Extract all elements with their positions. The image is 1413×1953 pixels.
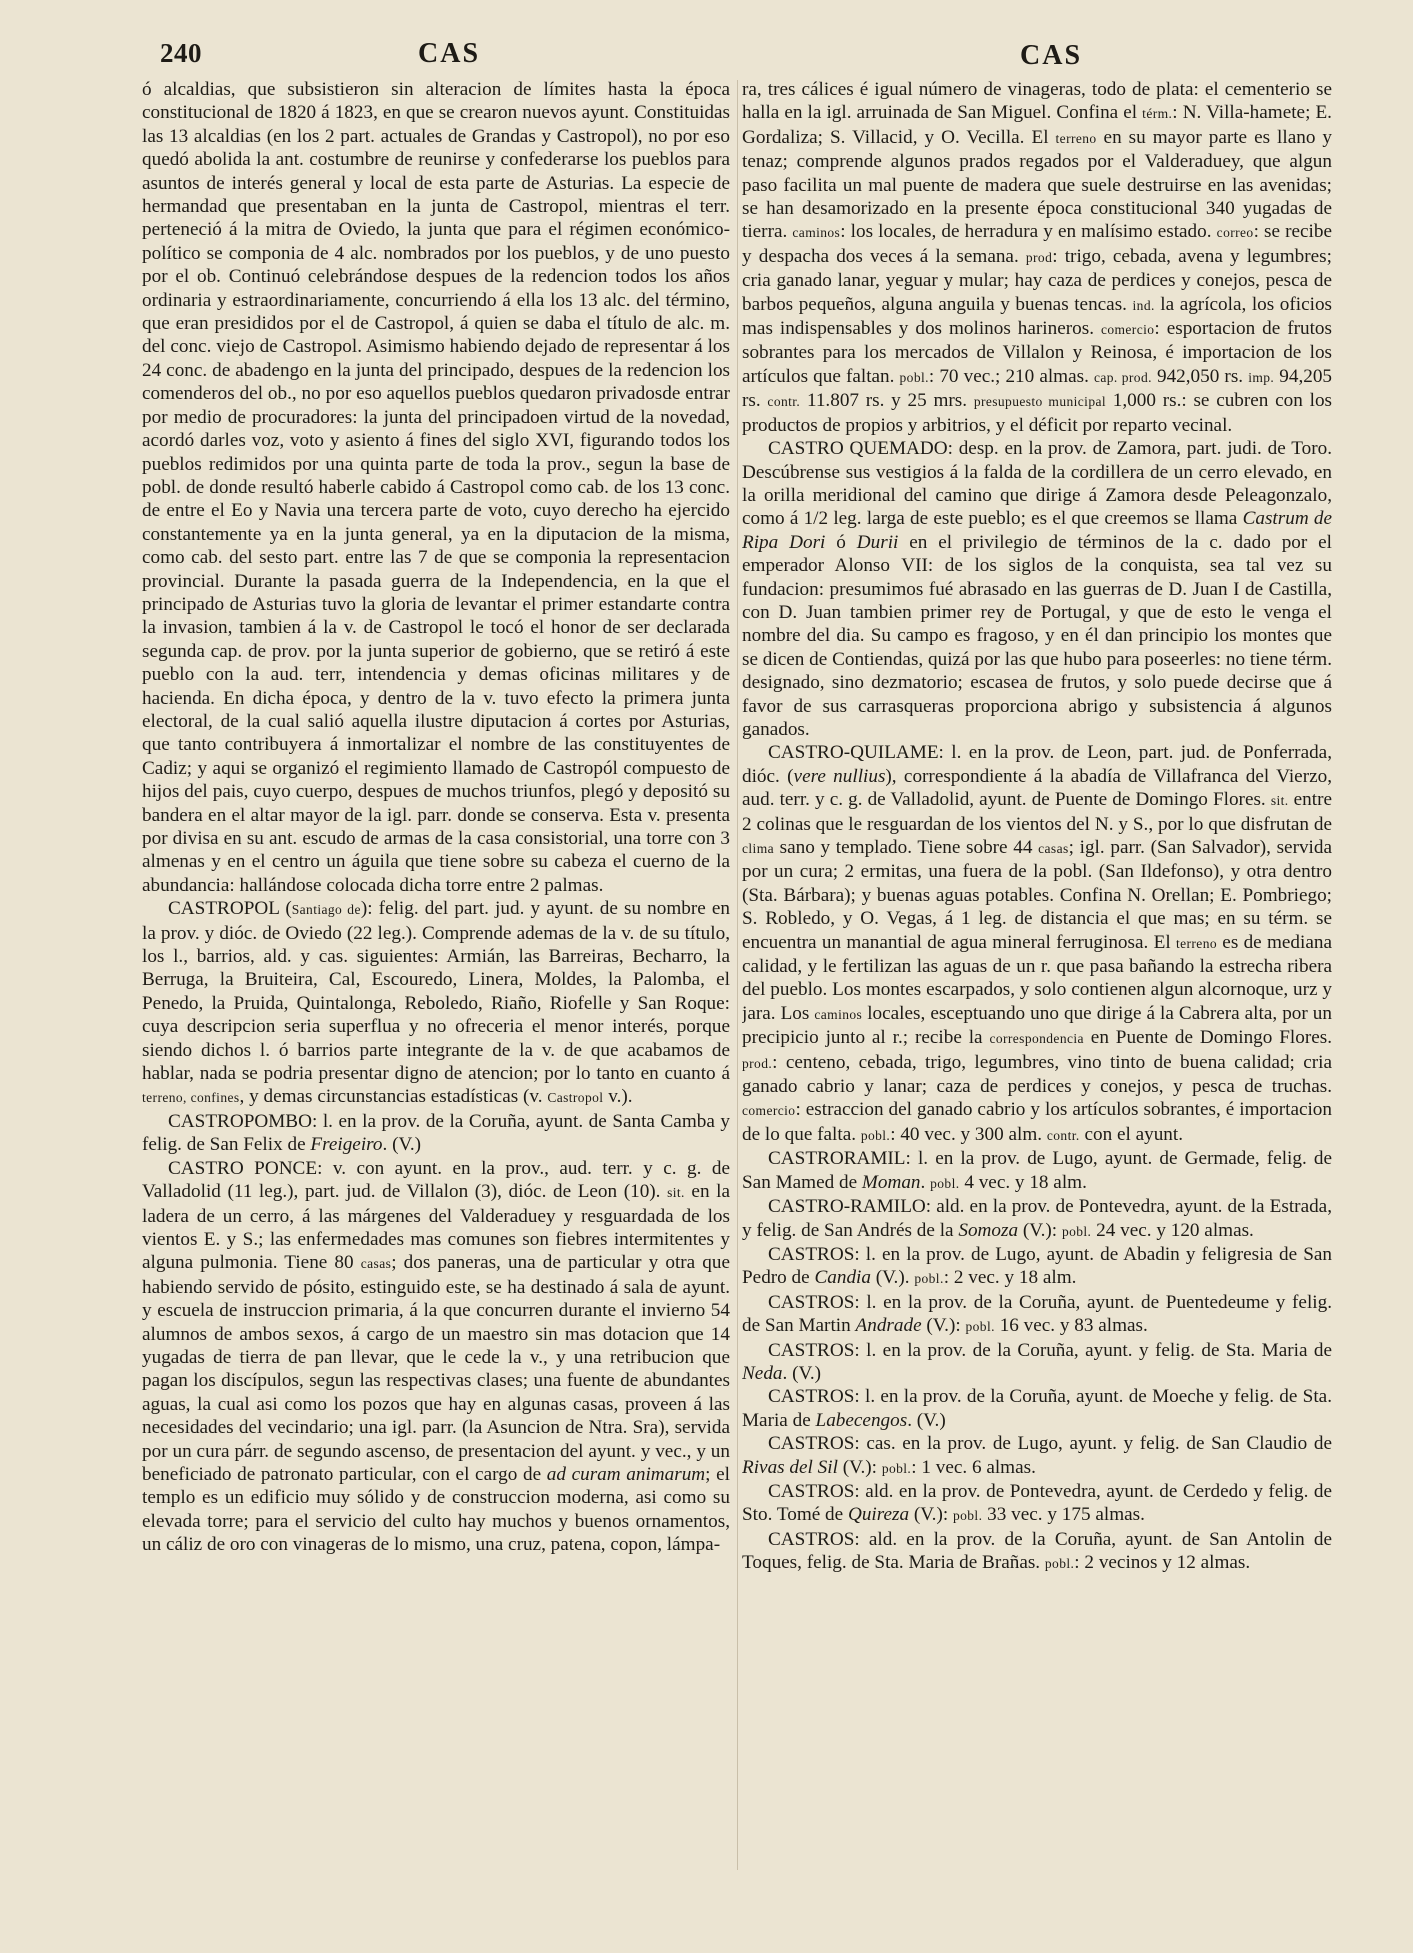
small-caps-text: contr. [767, 394, 801, 410]
small-caps-text: pobl. [899, 369, 929, 385]
entry-text: . (V.) [782, 1362, 822, 1384]
entry-text: (V.): [909, 1504, 953, 1526]
dictionary-entry [742, 1243, 1332, 1291]
entry-text: CASTRO PONCE: v. con ayunt. en la prov., aud. terr. y c. g. de Valladolid (11 leg.), part. jud. de Villalon (3), dióc. de Leon (10). [142, 1157, 730, 1203]
small-caps-text: correspondencia [989, 1031, 1084, 1047]
entry-text: ó [825, 531, 857, 553]
small-caps-text: terreno [1055, 130, 1097, 146]
entry-text: en Puente de Domingo Flores. [1083, 1027, 1332, 1049]
entry-text: ó alcaldias, que subsistieron sin alteracion de límites hasta la época constitucional de 1820 á 1823, en que se crearon nuevos ayunt. Constituidas las 13 alcaldias (en los 2 part. actuales de Grandas y Castropol), no por eso quedó abolida la ant. costumbre de reunirse y confederarse los pueblos para asuntos de interés general y local de esta parte de Asturias. La especie de hermandad que presentaban en la junta de Castropol, mientras el terr. perteneció á la mitra de Oviedo, la junta que para el régimen económico-político se componia de 4 alc. nombrados por los pueblos, y de uno puesto por el ob. Continuó celebrándose despues de la redencion todos los años ordinaria y estraordinariamente, concurriendo á ella los 13 alc. del término, que eran presididos por el de Castropol, á quien se daba el título de alc. m. del conc. viejo de Castropol. Asimismo habiendo dejado de representar á los 24 conc. de abadengo en la junta del principado, despues de la redencion los comenderos del ob., no por eso aquellos pueblos quedaron privadosde entrar por medio de procuradores: la junta del principadoen virtud de la novedad, acordó darles voz, voto y asiento á fines del siglo XVI, figurando todos los pueblos redimidos por una quinta parte de toda la prov., segun la base de pobl. de donde resultó haberle cabido á Castropol como cab. de los 13 conc. de entre el Eo y Navia una tercera parte de voto, cuyo derecho ha ejercido constantemente ya en la junta general, ya en la diputacion de la misma, como cab. del sesto part. entre las 7 de que se componia la representacion provincial. Durante la pasada guerra de la Independencia, en la que el principado de Asturias tuvo la gloria de levantar el primer estandarte contra la invasion, tambien á la v. de Castropol le tocó el honor de ser declarada segunda cap. de prov. por la junta superior de gobierno, que se retiró á este pueblo con la aud. terr, intendencia y demas oficinas militares y de hacienda. En dicha época, y dentro de la v. tuvo efecto la primera junta electoral, de la cual salió aquella ilustre diputacion á cortes por Asturias, que tanto contribuyera á inmortalizar el nombre de las constituyentes de Cadiz; y aqui se organizó el regimiento llamado de Castropól compuesto de hijos del pais, cuyo cuerpo, despues de muchos triunfos, plegó y depositó su bandera en el altar mayor de la igl. parr. donde se conserva. Esta v. presenta por divisa en su ant. escudo de armas de la casa consistorial, una torre con 3 almenas y en el centro un águila que tiene sobre su cabeza el cuerno de la abundancia: hallándose colocada dicha torre entre 2 palmas. [142, 79, 730, 896]
entry-text: : los locales, de herradura y en malísimo estado. [840, 221, 1217, 243]
entry-text: la agrícola, los oficios mas indispensables y dos molinos harineros. [742, 293, 1332, 340]
dictionary-entry [742, 1432, 1332, 1480]
page-number: 240 [160, 38, 202, 68]
entry-text: locales, esceptuando uno que dirige á la Cabrera alta, por un precipicio junto al r.; recibe la [742, 1002, 1332, 1049]
entry-text: ; el templo es un edificio muy sólido y de construccion moderna, asi como su elevada torre; para el servicio del culto hay muchos y buenos ornamentos, un cáliz de oro con vinageras de lo mismo, una cruz, patena, copon, lámpa- [142, 1463, 730, 1556]
dictionary-entry [742, 437, 1332, 741]
dictionary-entry [142, 1157, 730, 1557]
entry-text: v.). [603, 1086, 633, 1108]
entry-text: ra, tres cálices é igual número de vinageras, todo de plata: el cementerio se halla en la igl. arruinada de San Miguel. Confina el [742, 79, 1332, 124]
entry-text: en el privilegio de términos de la c. dado por el emperador Alonso VII: de los siglos de la conquista, sea tal vez su fundacion: presumimos fué abrasado en las guerras de D. Juan I de Castilla, con D. Juan tambien primer rey de Portugal, y que de esto le venga el nombre del dia. Su campo es fragoso, y en él dan principio los montes que se dicen de Contiendas, quizá por las que hubo para poseerles: no tiene térm. designado, sino dezmatorio; escasea de frutos, y solo puede decirse que á favor de sus carrasqueras proporciona abrigo y subsistencia á algunos ganados. [742, 531, 1332, 740]
running-head-right: CAS [1020, 40, 1083, 71]
dictionary-entry [742, 1147, 1332, 1195]
entry-text: en su mayor parte es llano y tenaz; comprende algunos prados regados por el Valderaduey, que algun paso facilita un mal puente de madera que suele destruirse en las avenidas; se han desamorizado en la presente época constitucional 340 yugadas de tierra. [742, 126, 1332, 243]
entry-text: CASTROS: cas. en la prov. de Lugo, ayunt. y felig. de San Claudio de [768, 1433, 1332, 1455]
dictionary-entry [742, 1480, 1332, 1528]
entry-text: : esportacion de frutos sobrantes para los mercados de Villalon y Reinosa, é importacion de los artículos que faltan. [742, 318, 1332, 387]
entry-text: : 40 vec. y 300 alm. [890, 1123, 1047, 1145]
small-caps-text: térm. [1142, 106, 1173, 122]
small-caps-text: caminos [814, 1006, 863, 1022]
dictionary-entry [742, 1528, 1332, 1576]
italic-text: Somoza [958, 1219, 1019, 1241]
small-caps-text: clima [742, 841, 774, 856]
italic-text: Labecengos [815, 1409, 908, 1431]
dictionary-entry [742, 1339, 1332, 1386]
entry-text: : trigo, cebada, avena y legumbres; cria ganado lanar, yeguar y mular; hay caza de perdices y conejos, pesca de barbos pequeños, alguna anguila y buenas tencas. [742, 245, 1332, 315]
small-caps-text: pobl. [914, 1271, 944, 1287]
small-caps-text: sit. [667, 1185, 685, 1201]
entry-text: en la ladera de un cerro, á las márgenes del Valderaduey y resguardada de los vientos E. y S.; las enfermedades mas comunes son fiebres intermitentes y alguna pulmonia. Tiene 80 [142, 1181, 730, 1274]
entry-text: 11.807 rs. y 25 mrs. [800, 390, 974, 412]
small-caps-text: casas [1038, 841, 1069, 856]
entry-text: : se recibe y despacha dos veces á la semana. [742, 221, 1332, 267]
continued-paragraph [142, 78, 730, 897]
small-caps-text: Castropol [547, 1090, 604, 1106]
small-caps-text: pobl. [1061, 1223, 1092, 1239]
small-caps-text: comercio [742, 1103, 796, 1119]
italic-text: Andrade [855, 1315, 922, 1337]
entry-text: CASTRORAMIL: l. en la prov. de Lugo, ayunt. de Germade, felig. de San Mamed de [742, 1148, 1332, 1193]
small-caps-text: imp. [1248, 369, 1275, 385]
small-caps-text: terreno, confines [142, 1090, 240, 1106]
small-caps-text: pobl. [930, 1175, 960, 1191]
entry-text: CASTROS: l. en la prov. de la Coruña, ayunt. y felig. de Sta. Maria de [768, 1339, 1332, 1361]
entry-text: 942,050 rs. [1151, 365, 1249, 387]
italic-text: Freigeiro [310, 1134, 383, 1156]
small-caps-text: contr. [1046, 1127, 1080, 1143]
continued-paragraph [742, 78, 1332, 437]
dictionary-entry [142, 897, 730, 1110]
italic-text: Moman [861, 1171, 921, 1193]
small-caps-text: pobl. [952, 1508, 983, 1524]
italic-text: ad curam animarum [546, 1463, 706, 1485]
entry-text: : 2 vecinos y 12 almas. [1074, 1552, 1251, 1574]
entry-text: , y demas circunstancias estadísticas (v. [239, 1086, 548, 1108]
small-caps-text: correo [1216, 225, 1254, 241]
italic-text: vere nullius [793, 765, 886, 787]
small-caps-text: pobl. [965, 1319, 995, 1335]
entry-text: : N. Villa-hamete; E. Gordaliza; S. Villacid, y O. Vecilla. El [742, 102, 1332, 148]
italic-text: Castrum de Ripa Dori [742, 508, 1332, 553]
entry-text: CASTRO QUEMADO: desp. en la prov. de Zamora, part. judi. de Toro. Descúbrense sus vestigios á la falda de la cordillera de un cerro elevado, en la orilla meridional del camino que dirige á Zamora desde Peleagonzalo, como á 1/2 leg. larga de este pueblo; es el que creemos se llama [742, 438, 1332, 530]
small-caps-text: comercio [1100, 322, 1155, 338]
entry-text: es de mediana calidad, y le fertilizan las aguas de un r. que pasa bañando la estrecha ribera del pueblo. Los montes escarpados, y solo contienen algun alcornoque, urz y jara. Los [742, 931, 1332, 1024]
entry-text: 33 vec. y 175 almas. [982, 1504, 1145, 1526]
small-caps-text: prod. [742, 1055, 773, 1071]
small-caps-text: ind. [1132, 297, 1155, 313]
entry-text: 1,000 rs.: se cubren con los productos de propios y arbitrios, y el déficit por reparto vecinal. [742, 390, 1332, 436]
entry-text: (V.). [870, 1267, 915, 1289]
entry-text: CASTRO-RAMILO: ald. en la prov. de Pontevedra, ayunt. de la Estrada, y felig. de San Andrés de la [742, 1196, 1332, 1241]
entry-text: CASTROS: ald. en la prov. de Pontevedra, ayunt. de Cerdedo y felig. de Sto. Tomé de [742, 1480, 1332, 1526]
italic-text: Rivas del Sil [742, 1456, 838, 1478]
entry-text: : estraccion del ganado cabrio y los artículos sobrantes, é importacion de lo que falta. [742, 1099, 1332, 1145]
entry-text: (V.): [921, 1315, 966, 1337]
italic-text: Quireza [847, 1504, 910, 1526]
small-caps-text: Santiago de [291, 902, 361, 918]
entry-text: CASTROPOL ( [168, 898, 292, 920]
entry-text: sano y templado. Tiene sobre 44 [774, 837, 1039, 858]
entry-text: (V.): [837, 1456, 882, 1478]
dictionary-entry [742, 1195, 1332, 1243]
column-divider [737, 80, 738, 1870]
small-caps-text: casas [360, 1256, 392, 1272]
entry-text: 24 vec. y 120 almas. [1091, 1219, 1254, 1241]
small-caps-text: caminos [792, 225, 841, 241]
entry-text: ; igl. parr. (San Salvador), servida por un cura; 2 ermitas, una fuera de la pobl. (San Ildefonso), y otra dentro (Sta. Bárbara); y buenas aguas potables. Confina N. Orellan; E. Pombriego; S. Robledo, y O. Vegas, á 1 leg. de distancia el que mas; en su térm. se encuentra un manantial de agua mineral ferruginosa. El [742, 837, 1332, 953]
entry-text: : 1 vec. 6 almas. [911, 1456, 1036, 1478]
entry-text: entre 2 colinas que le resguardan de los vientos del N. y S., por lo que disfrutan de [742, 789, 1332, 835]
entry-text: CASTROPOMBO: l. en la prov. de la Coruña, ayunt. de Santa Camba y felig. de San Felix de [142, 1110, 730, 1156]
dictionary-entry [742, 741, 1332, 1147]
small-caps-text: pobl. [881, 1460, 912, 1476]
entry-text: : 70 vec.; 210 almas. [928, 365, 1094, 387]
right-column [742, 78, 1332, 1948]
entry-text: : centeno, cebada, trigo, legumbres, vino tinto de buena calidad; cria ganado cabrio y lanar; caza de perdices y conejos, y pesca de truchas. [742, 1051, 1332, 1098]
entry-text: CASTROS: l. en la prov. de la Coruña, ayunt. de Moeche y felig. de Sta. Maria de [742, 1386, 1332, 1431]
italic-text: Durii [856, 531, 899, 553]
entry-text: ; dos paneras, una de particular y otra que habiendo servido de pósito, estinguido este, se ha destinado á sala de ayunt. y escuela de instruccion primaria, á la que concurren durante el invierno 54 alumnos de ambos sexos, á cargo de un maestro sin mas dotacion que 14 yugadas de tierra de pan llevar, que le cede la v., y una retribucion que pagan los discípulos, segun las respectivas clases; una fuente de abundantes aguas, la cual asi como los pozos que hay en algunas casas, proveen á las necesidades del vecindario; una igl. parr. (la Asuncion de Ntra. Sra), servida por un cura párr. de segundo ascenso, de presentacion del ayunt. y vec., y un beneficiado de patronato particular, con el cargo de [142, 1252, 730, 1485]
entry-text: : 2 vec. y 18 alm. [943, 1267, 1077, 1289]
entry-text: CASTROS: l. en la prov. de la Coruña, ayunt. de Puentedeume y felig. de San Martin [742, 1291, 1332, 1337]
entry-text: CASTRO-QUILAME: l. en la prov. de Leon, part. jud. de Ponferrada, dióc. ( [742, 742, 1332, 787]
entry-text: . [920, 1171, 931, 1193]
dictionary-entry [742, 1291, 1332, 1339]
entry-text: . (V.) [382, 1134, 422, 1156]
entry-text: ), correspondiente á la abadía de Villafranca del Vierzo, aud. terr. y c. g. de Valladolid, ayunt. de Puente de Domingo Flores. [742, 765, 1332, 811]
entry-text: 4 vec. y 18 alm. [959, 1171, 1087, 1193]
entry-text: CASTROS: ald. en la prov. de la Coruña, ayunt. de San Antolin de Toques, felig. de Sta. Maria de Brañas. [742, 1528, 1332, 1574]
italic-text: Neda [742, 1362, 783, 1384]
entry-text: CASTROS: l. en la prov. de Lugo, ayunt. de Abadin y feligresia de San Pedro de [742, 1243, 1332, 1289]
italic-text: Candia [814, 1267, 871, 1289]
entry-text: 94,205 rs. [742, 365, 1332, 412]
dictionary-entry [142, 1110, 730, 1157]
running-head-left: CAS [418, 38, 481, 69]
small-caps-text: pobl. [1044, 1556, 1075, 1572]
small-caps-text: pobl. [860, 1127, 891, 1143]
small-caps-text: terreno [1175, 935, 1217, 951]
entry-text: ): felig. del part. jud. y ayunt. de su nombre en la prov. y dióc. de Oviedo (22 leg.). Comprende ademas de la v. de su título, los l., barrios, ald. y cas. siguientes: Armián, las Barreiras, Becharro, la Berruga, la Bruiteira, Cal, Escouredo, Linera, Moldes, la Palomba, el Penedo, la Pruida, Quintalonga, Reboledo, Riaño, Riofelle y San Roque: cuya descripcion seria superflua y no ofreceria el menor interés, porque siendo dichos l. ó barrios parte integrante de la v. de que acabamos de hablar, nada se podria presentar digno de atencion; por lo tanto en cuanto á [142, 898, 730, 1085]
small-caps-text: prod [1025, 249, 1053, 265]
left-column [142, 78, 730, 1948]
small-caps-text: cap. prod. [1093, 369, 1152, 385]
entry-text: con el ayunt. [1079, 1123, 1184, 1145]
entry-text: (V.): [1018, 1219, 1062, 1241]
entry-text: 16 vec. y 83 almas. [994, 1315, 1148, 1337]
small-caps-text: sit. [1270, 793, 1289, 809]
dictionary-entry [742, 1385, 1332, 1432]
entry-text: . (V.) [907, 1409, 946, 1431]
small-caps-text: presupuesto municipal [973, 394, 1107, 410]
